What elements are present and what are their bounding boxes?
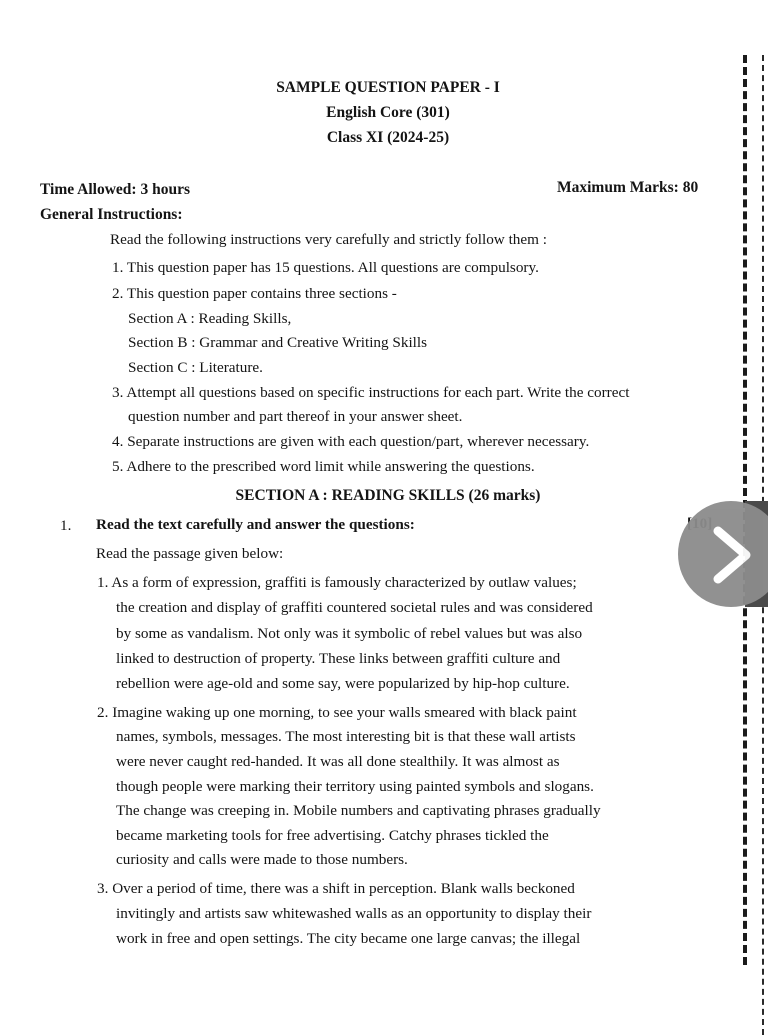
instruction-item-continued: question number and part thereof in your answer sheet.: [128, 408, 463, 425]
passage-line: The change was creeping in. Mobile numbers and captivating phrases gradually: [116, 802, 601, 819]
instruction-item: 5. Adhere to the prescribed word limit while answering the questions.: [112, 458, 535, 475]
passage-line: were never caught red-handed. It was all done stealthily. It was almost as: [116, 753, 560, 770]
instruction-item: 3. Attempt all questions based on specific instructions for each part. Write the correct: [112, 384, 630, 401]
passage-line: 2. Imagine waking up one morning, to see your walls smeared with black paint: [97, 704, 577, 721]
next-page-button[interactable]: [678, 501, 768, 607]
paper-subject: English Core (301): [326, 104, 450, 121]
paper-class: Class XI (2024-25): [326, 129, 450, 146]
passage-line: 3. Over a period of time, there was a shift in perception. Blank walls beckoned: [97, 880, 575, 897]
question-prompt: Read the text carefully and answer the questions:: [96, 516, 415, 533]
passage-intro: Read the passage given below:: [96, 545, 284, 562]
passage-line: the creation and display of graffiti countered societal rules and was considered: [116, 599, 593, 616]
instruction-item: 4. Separate instructions are given with each question/part, wherever necessary.: [112, 433, 590, 450]
instruction-subitem: Section B : Grammar and Creative Writing Skills: [128, 334, 428, 351]
paper-title: SAMPLE QUESTION PAPER - I: [276, 79, 500, 96]
instructions-heading: General Instructions:: [40, 206, 183, 223]
passage-line: work in free and open settings. The city became one large canvas; the illegal: [116, 930, 581, 947]
maximum-marks: Maximum Marks: 80: [557, 179, 699, 196]
instruction-subitem: Section A : Reading Skills,: [128, 310, 292, 327]
instruction-item: 1. This question paper has 15 questions. All questions are compulsory.: [112, 259, 539, 276]
instruction-subitem: Section C : Literature.: [128, 359, 263, 376]
passage-line: by some as vandalism. Not only was it symbolic of rebel values but was also: [116, 625, 583, 642]
passage-line: though people were marking their territory using painted symbols and slogans.: [116, 778, 594, 795]
passage-line: became marketing tools for free advertising. Catchy phrases tickled the: [116, 827, 549, 844]
instructions-intro: Read the following instructions very carefully and strictly follow them :: [110, 231, 547, 248]
passage-line: names, symbols, messages. The most interesting bit is that these wall artists: [116, 728, 576, 745]
passage-line: linked to destruction of property. These links between graffiti culture and: [116, 650, 561, 667]
section-a-heading: SECTION A : READING SKILLS (26 marks): [235, 487, 541, 504]
passage-line: 1. As a form of expression, graffiti is famously characterized by outlaw values;: [97, 574, 577, 591]
question-number: 1.: [60, 517, 72, 534]
passage-line: rebellion were age-old and some say, were popularized by hip-hop culture.: [116, 675, 570, 692]
passage-line: curiosity and calls were made to those numbers.: [116, 851, 408, 868]
time-allowed: Time Allowed: 3 hours: [40, 181, 190, 198]
instruction-item: 2. This question paper contains three sections -: [112, 285, 397, 302]
chevron-right-icon: [706, 525, 766, 585]
passage-line: invitingly and artists saw whitewashed walls as an opportunity to display their: [116, 905, 592, 922]
